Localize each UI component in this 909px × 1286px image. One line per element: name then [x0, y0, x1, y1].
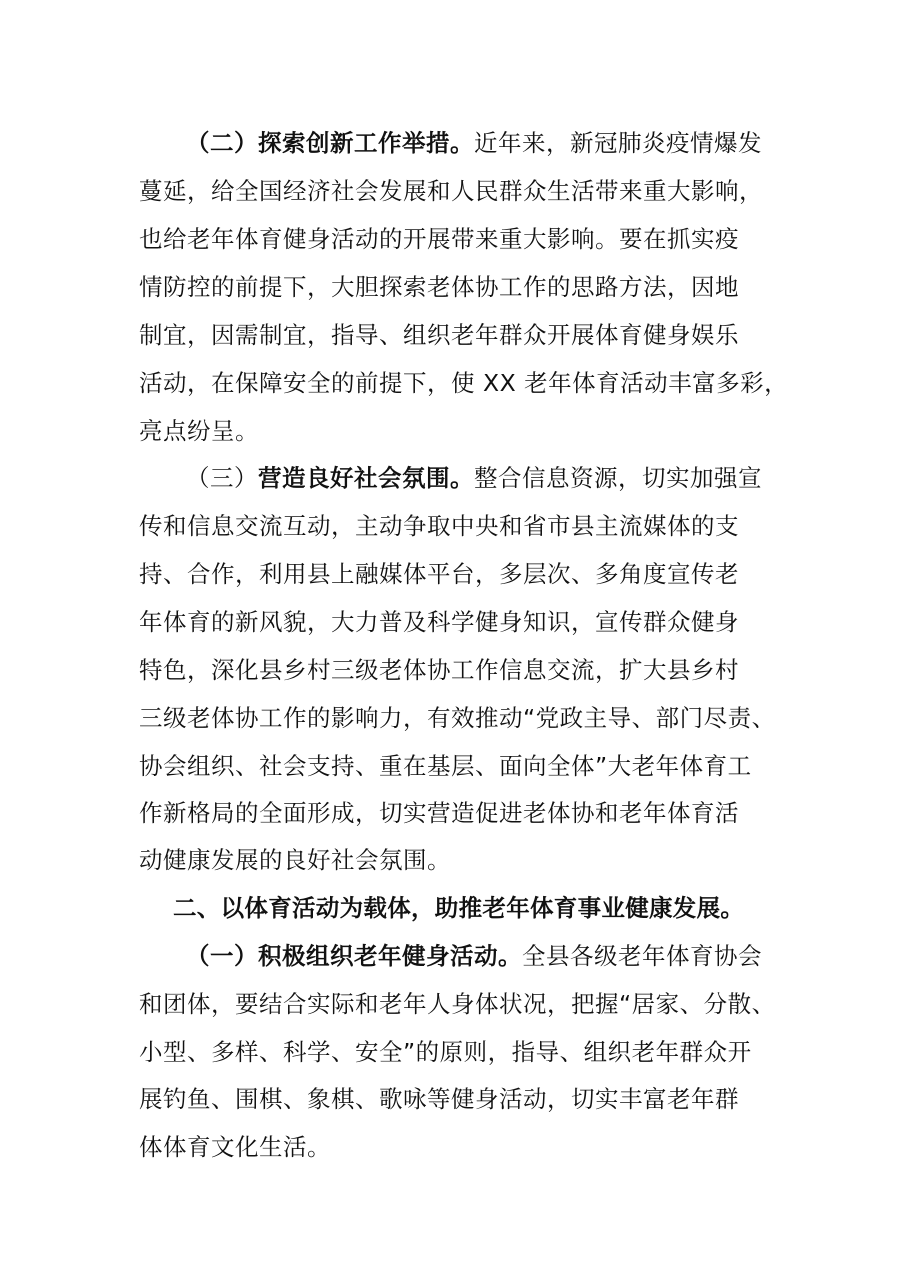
paragraph-4-line-1	[186, 941, 762, 971]
paragraph-3-heading: 营造良好社会氛围。	[258, 464, 474, 492]
paragraph-4-heading: （一）积极组织老年健身活动。	[186, 942, 522, 970]
paragraph-2-line-6: 活动，在保障安全的前提下，使 XX 老年体育活动丰富多彩，	[139, 369, 789, 397]
paragraph-3-text: 整合信息资源，切实加强宣	[474, 464, 762, 492]
paragraph-3-line-7: 协会组织、社会支持、重在基层、面向全体”大老年体育工	[139, 752, 752, 780]
paragraph-3-line-4: 年体育的新风貌，大力普及科学健身知识，宣传群众健身	[139, 608, 739, 636]
paragraph-2-heading: （二）探索创新工作举措。	[186, 129, 474, 157]
paragraph-4-text: 全县各级老年体育协会	[522, 942, 762, 970]
paragraph-3-prefix: （三）	[186, 464, 258, 492]
paragraph-3-line-2: 传和信息交流互动，主动争取中央和省市县主流媒体的支	[139, 512, 739, 540]
section-2-heading: 二、以体育活动为载体，助推老年体育事业健康发展。	[173, 894, 745, 922]
paragraph-4-line-4: 展钓鱼、围棋、象棋、歌咏等健身活动，切实丰富老年群	[139, 1085, 739, 1113]
paragraph-3-line-9: 动健康发展的良好社会氛围。	[139, 846, 451, 874]
paragraph-2-line-7: 亮点纷呈。	[139, 417, 259, 445]
paragraph-2-line-2: 蔓延，给全国经济社会发展和人民群众生活带来重大影响，	[139, 177, 763, 205]
paragraph-4-line-5: 体体育文化生活。	[139, 1133, 331, 1161]
paragraph-2-line-3: 也给老年体育健身活动的开展带来重大影响。要在抓实疫	[139, 225, 739, 253]
paragraph-3-line-8: 作新格局的全面形成，切实营造促进老体协和老年体育活	[139, 799, 739, 827]
paragraph-2-line-4: 情防控的前提下，大胆探索老体协工作的思路方法，因地	[139, 273, 739, 301]
paragraph-2-line-1	[186, 128, 762, 158]
paragraph-4-line-3: 小型、多样、科学、安全”的原则，指导、组织老年群众开	[139, 1038, 752, 1066]
paragraph-2-line-5: 制宜，因需制宜，指导、组织老年群众开展体育健身娱乐	[139, 321, 739, 349]
paragraph-3-line-6: 三级老体协工作的影响力，有效推动“党政主导、部门尽责、	[139, 704, 776, 732]
paragraph-4-line-2: 和团体，要结合实际和老年人身体状况，把握“居家、分散、	[139, 990, 776, 1018]
paragraph-3-line-1	[186, 463, 762, 493]
paragraph-3-line-5: 特色，深化县乡村三级老体协工作信息交流，扩大县乡村	[139, 656, 739, 684]
paragraph-3-line-3: 持、合作，利用县上融媒体平台，多层次、多角度宣传老	[139, 560, 739, 588]
paragraph-2-text: 近年来，新冠肺炎疫情爆发	[474, 129, 762, 157]
